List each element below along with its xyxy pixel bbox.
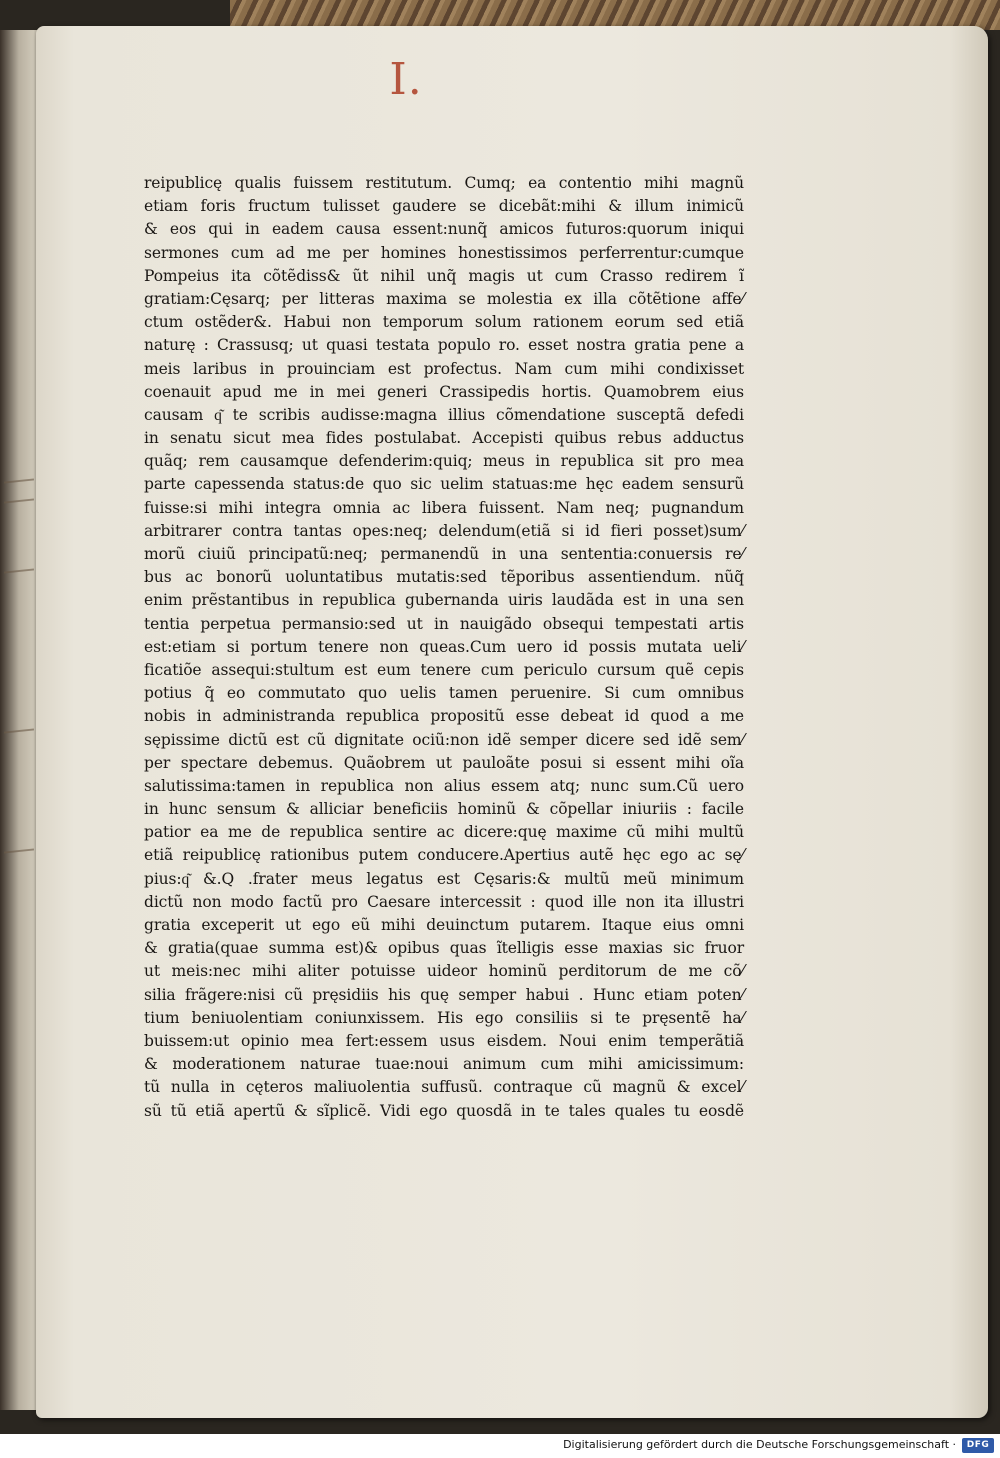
body-text: [144, 172, 744, 1123]
text-line: nobis in administranda republica propositũ esse debeat id quod a me: [144, 707, 744, 726]
text-line: ficatiõe assequi:stultum est eum tenere cum periculo cursum quẽ cepis: [144, 660, 744, 679]
text-line: etiã reipublicę rationibus putem conducere.Apertius autẽ hęc ego ac sę⁄: [144, 846, 744, 865]
text-line: tentia perpetua permansio:sed ut in nauigãdo obsequi tempestati artis: [144, 614, 744, 633]
text-line: buissem:ut opinio mea fert:essem usus eisdem. Noui enim temperãtiã: [144, 1031, 744, 1050]
text-line: fuisse:si mihi integra omnia ac libera fuissent. Nam neq; pugnandum: [144, 498, 744, 517]
text-line: coenauit apud me in mei generi Crassipedis hortis. Quamobrem eius: [144, 382, 744, 401]
text-line: in senatu sicut mea fides postulabat. Accepisti quibus rebus adductus: [144, 429, 744, 448]
text-line: & eos qui in eadem causa essent:nunq̃ amicos futuros:quorum iniqui: [144, 220, 744, 239]
text-line: & moderationem naturae tuae:noui animum cum mihi amicissimum:: [144, 1055, 744, 1074]
text-line: sępissime dictũ est cũ dignitate ociũ:non idẽ semper dicere sed idẽ sem⁄: [144, 730, 744, 749]
text-line: etiam foris fructum tulisset gaudere se dicebãt:mihi & illum inimicũ: [144, 197, 744, 216]
text-line: parte capessenda status:de quo sic uelim statuas:me hęc eadem sensurũ: [144, 475, 744, 494]
margin-note-mark: [4, 478, 34, 483]
footer-bar: [0, 1434, 1000, 1458]
text-line: Pompeius ita cõtẽdiss& ũt nihil unq̃ magis ut cum Crasso redirem ĩ: [144, 266, 744, 285]
text-line: gratia exceperit ut ego eũ mihi deuinctum putarem. Itaque eius omni: [144, 916, 744, 934]
margin-note-mark: [4, 728, 34, 733]
text-line: quãq; rem causamque defenderim:quiq; meus in republica sit pro mea: [144, 452, 744, 471]
text-line: ctum ostẽder&. Habui non temporum solum rationem eorum sed etiã: [144, 313, 744, 332]
text-line: sũ tũ etiã apertũ & sĩplicẽ. Vidi ego quosdã in te tales quales tu eosdẽ: [144, 1101, 744, 1120]
text-line: naturę : Crassusq; ut quasi testata populo ro. esset nostra gratia pene a: [144, 336, 744, 355]
folio-number: I.: [389, 54, 423, 105]
dfg-logo: DFG: [962, 1438, 994, 1453]
text-line: morũ ciuiũ principatũ:neq; permanendũ in una sententia:conuersis re⁄: [144, 545, 744, 563]
margin-note-mark: [4, 568, 34, 573]
text-line: gratiam:Cęsarq; per litteras maxima se molestia ex illa cõtẽtione affe⁄: [144, 289, 744, 308]
text-line: patior ea me de republica sentire ac dicere:quę maxime cũ mihi multũ: [144, 823, 744, 842]
funding-credit: Digitalisierung gefördert durch die Deutsche Forschungsgemeinschaft ·: [563, 1438, 956, 1451]
text-line: causam q͂ te scribis audisse:magna illius cõmendatione susceptã defedi: [144, 405, 744, 424]
text-line: sermones cum ad me per homines honestissimos perferrentur:cumque: [144, 243, 744, 262]
text-line: est:etiam si portum tenere non queas.Cum uero id possis mutata ueli⁄: [144, 637, 744, 656]
text-line: & gratia(quae summa est)& opibus quas ĩtelligis esse maxias sic fruor: [144, 939, 744, 958]
text-line: tium beniuolentiam coniunxissem. His ego consiliis si te pręsentẽ ha⁄: [144, 1008, 744, 1027]
manuscript-page: [36, 26, 988, 1418]
margin-note-mark: [4, 848, 34, 853]
text-line: bus ac bonorũ uoluntatibus mutatis:sed tẽporibus assentiendum. nũq̃: [144, 568, 744, 587]
text-line: in hunc sensum & alliciar beneficiis hominũ & cõpellar iniuriis : facile: [144, 800, 744, 819]
text-line: ut meis:nec mihi aliter potuisse uideor hominũ perditorum de me cõ⁄: [144, 962, 744, 981]
margin-note-mark: [4, 498, 34, 503]
text-line: enim prẽstantibus in republica gubernanda uiris laudãda est in una sen: [144, 591, 744, 610]
text-line: dictũ non modo factũ pro Caesare intercessit : quod ille non ita illustri: [144, 892, 744, 911]
text-line: meis laribus in prouinciam est profectus. Nam cum mihi condixisset: [144, 359, 744, 378]
text-line: potius q̃ eo commutato quo uelis tamen peruenire. Si cum omnibus: [144, 684, 744, 703]
text-line: salutissima:tamen in republica non alius essem atq; nunc sum.Cũ uero: [144, 776, 744, 795]
text-line: reipublicę qualis fuissem restitutum. Cumq; ea contentio mihi magnũ: [144, 174, 744, 192]
text-line: arbitrarer contra tantas opes:neq; delendum(etiã si id fieri posset)sum⁄: [144, 521, 744, 540]
text-line: per spectare debemus. Quãobrem ut pauloãte posui si essent mihi oĩa: [144, 753, 744, 772]
text-line: tũ nulla in cęteros maliuolentia suffusũ. contraque cũ magnũ & excel⁄: [144, 1078, 744, 1097]
text-line: pius:q͂ &.Q .frater meus legatus est Cęsaris:& multũ meũ minimum: [144, 869, 744, 888]
text-line: silia frãgere:nisi cũ pręsidiis his quę semper habui . Hunc etiam poten⁄: [144, 985, 744, 1004]
